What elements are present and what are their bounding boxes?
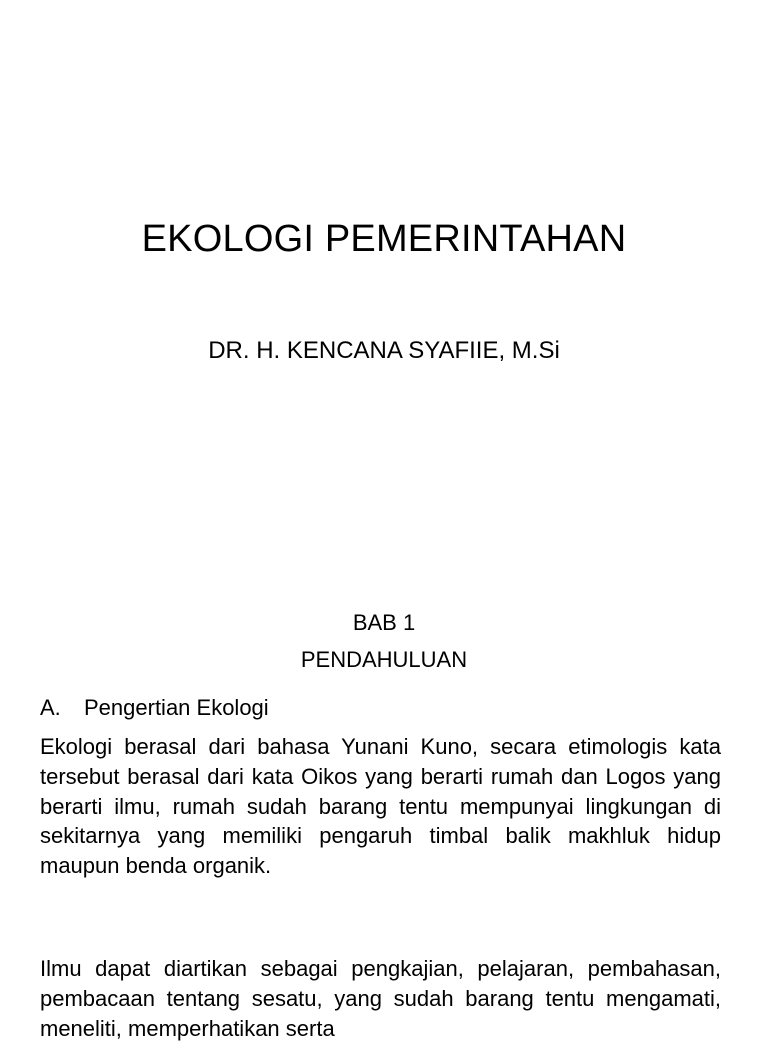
chapter-title: PENDAHULUAN (300, 647, 468, 672)
content-slide (0, 512, 768, 1041)
slide-author: DR. H. KENCANA SYAFIIE, M.Si (208, 337, 560, 364)
section-marker: A. (40, 695, 61, 720)
slide-title: EKOLOGI PEMERINTAHAN (141, 218, 627, 260)
chapter-number: BAB 1 (352, 610, 416, 635)
paragraph-2: Ilmu dapat diartikan sebagai pengkajian, pelajaran, pembahasan, pembacaan tentang sesatu, yang sudah barang tentu mengamati, meneliti, memperhatikan serta (40, 956, 721, 1041)
paragraph-1: Ekologi berasal dari bahasa Yunani Kuno, secara etimologis kata tersebut berasal dari kata Oikos yang berarti rumah dan Logos yang berarti ilmu, rumah sudah barang tentu mempunyai lingkungan di sekitarnya yang memiliki pengaruh timbal balik makhluk hidup maupun benda organik. (40, 734, 721, 879)
section-title: Pengertian Ekologi (84, 695, 269, 720)
section-heading (40, 693, 269, 723)
title-slide (0, 0, 768, 512)
chapter-heading (0, 604, 768, 678)
